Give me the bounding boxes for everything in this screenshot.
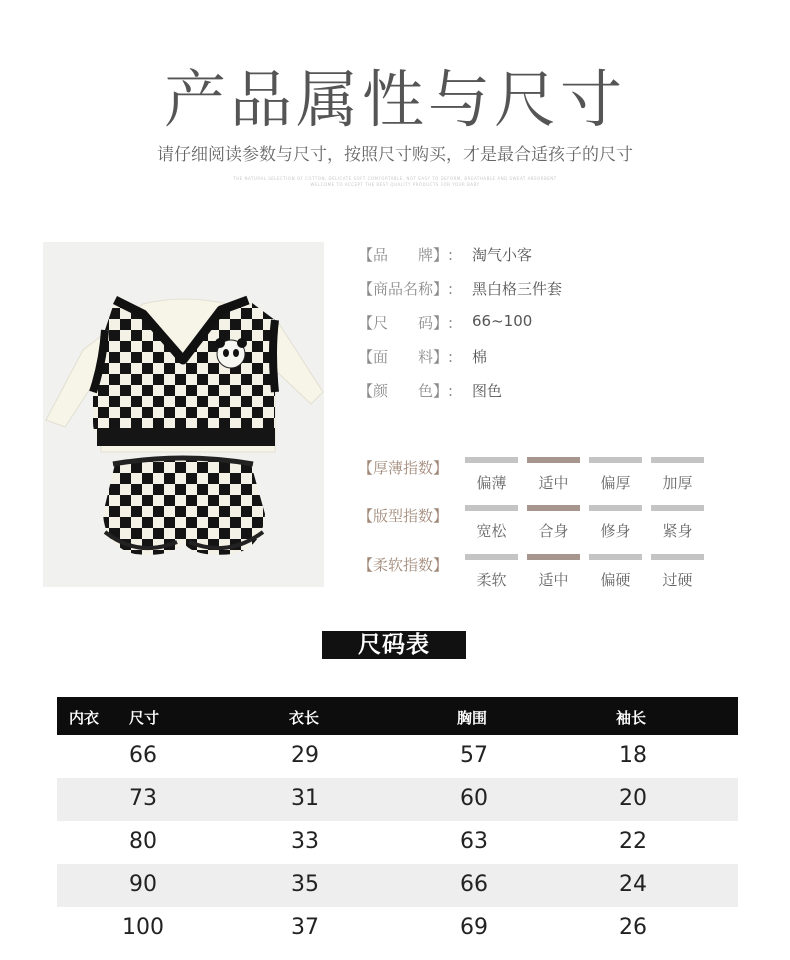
attr-label: 【面 料】: xyxy=(358,348,454,366)
index-option-label: 适中 xyxy=(538,474,569,492)
index-option xyxy=(651,505,704,541)
index-option xyxy=(589,457,642,493)
index-bar xyxy=(651,554,704,560)
page-subtitle: 请仔细阅读参数与尺寸，按照尺寸购买，才是最合适孩子的尺寸 xyxy=(157,145,633,165)
table-row xyxy=(57,907,738,950)
index-bar xyxy=(465,554,518,560)
index-label: 【厚薄指数】 xyxy=(358,459,449,477)
header-chest: 胸围 xyxy=(457,709,488,727)
cell-sleeve: 24 xyxy=(619,872,647,897)
cell-size: 80 xyxy=(129,829,157,854)
cell-chest: 60 xyxy=(460,786,488,811)
cell-size: 66 xyxy=(129,743,157,768)
index-option xyxy=(527,457,580,493)
header-sleeve: 袖长 xyxy=(616,709,647,727)
index-option-label: 宽松 xyxy=(476,522,507,540)
cell-chest: 66 xyxy=(460,872,488,897)
cell-sleeve: 22 xyxy=(619,829,647,854)
attr-label: 【商品名称】: xyxy=(358,280,454,298)
cell-sleeve: 26 xyxy=(619,915,647,940)
cell-length: 29 xyxy=(291,743,319,768)
cell-size: 73 xyxy=(129,786,157,811)
product-photo xyxy=(43,242,324,587)
index-option-label: 紧身 xyxy=(662,522,693,540)
index-bar-selected xyxy=(527,457,580,463)
attr-value: 黑白格三件套 xyxy=(472,280,563,298)
index-option-label: 过硬 xyxy=(662,571,693,589)
index-bar-selected xyxy=(527,554,580,560)
cell-chest: 63 xyxy=(460,829,488,854)
index-bar xyxy=(651,505,704,511)
index-option xyxy=(465,505,518,541)
cell-chest: 69 xyxy=(460,915,488,940)
header-size: 尺寸 xyxy=(129,709,160,727)
index-option-label: 修身 xyxy=(600,522,631,540)
attr-label: 【品 牌】: xyxy=(358,246,454,264)
cell-length: 31 xyxy=(291,786,319,811)
cell-sleeve: 18 xyxy=(619,743,647,768)
size-table xyxy=(57,697,738,950)
index-bar xyxy=(465,457,518,463)
index-option-label: 柔软 xyxy=(476,571,507,589)
cell-length: 35 xyxy=(291,872,319,897)
index-option xyxy=(589,554,642,590)
index-bar-selected xyxy=(527,505,580,511)
size-table-title: 尺码表 xyxy=(322,631,466,659)
index-label: 【柔软指数】 xyxy=(358,556,449,574)
header-length: 衣长 xyxy=(289,709,320,727)
table-header xyxy=(57,697,738,735)
attr-value: 图色 xyxy=(472,382,503,400)
index-option xyxy=(465,554,518,590)
index-option-label: 偏厚 xyxy=(600,474,631,492)
cell-size: 100 xyxy=(122,915,164,940)
cell-length: 37 xyxy=(291,915,319,940)
table-row xyxy=(57,821,738,864)
index-bar xyxy=(589,505,642,511)
attr-label: 【尺 码】: xyxy=(358,314,454,332)
index-option-label: 合身 xyxy=(538,522,569,540)
table-row xyxy=(57,778,738,821)
decorative-english-line-2: WELCOME TO ACCEPT THE BEST QUALITY PRODUCTS FOR YOUR BABY xyxy=(310,182,480,187)
cell-size: 90 xyxy=(129,872,157,897)
index-bar xyxy=(589,457,642,463)
index-bar xyxy=(465,505,518,511)
attr-value: 棉 xyxy=(472,348,488,366)
cell-length: 33 xyxy=(291,829,319,854)
cell-sleeve: 20 xyxy=(619,786,647,811)
attr-value: 淘气小客 xyxy=(472,246,533,264)
table-row xyxy=(57,735,738,778)
header-category: 内衣 xyxy=(69,709,100,727)
index-option-label: 偏薄 xyxy=(476,474,507,492)
index-bar xyxy=(651,457,704,463)
index-option xyxy=(527,505,580,541)
index-option xyxy=(651,457,704,493)
index-option xyxy=(589,505,642,541)
decorative-english-line-1: THE NATURAL SELECTION OF COTTON, DELICATE SOFT COMFORTABLE, NOT EASY TO DEFORM, BREATHABLE AND SWEAT ABSORBENT xyxy=(233,176,557,181)
cell-chest: 57 xyxy=(460,743,488,768)
index-option-label: 加厚 xyxy=(662,474,693,492)
index-bar xyxy=(589,554,642,560)
table-row xyxy=(57,864,738,907)
attr-label: 【颜 色】: xyxy=(358,382,454,400)
index-option xyxy=(527,554,580,590)
index-option-label: 适中 xyxy=(538,571,569,589)
page-title: 产品属性与尺寸 xyxy=(163,63,626,136)
index-option-label: 偏硬 xyxy=(600,571,631,589)
index-option xyxy=(465,457,518,493)
index-option xyxy=(651,554,704,590)
attr-value: 66~100 xyxy=(472,312,533,330)
index-label: 【版型指数】 xyxy=(358,507,449,525)
